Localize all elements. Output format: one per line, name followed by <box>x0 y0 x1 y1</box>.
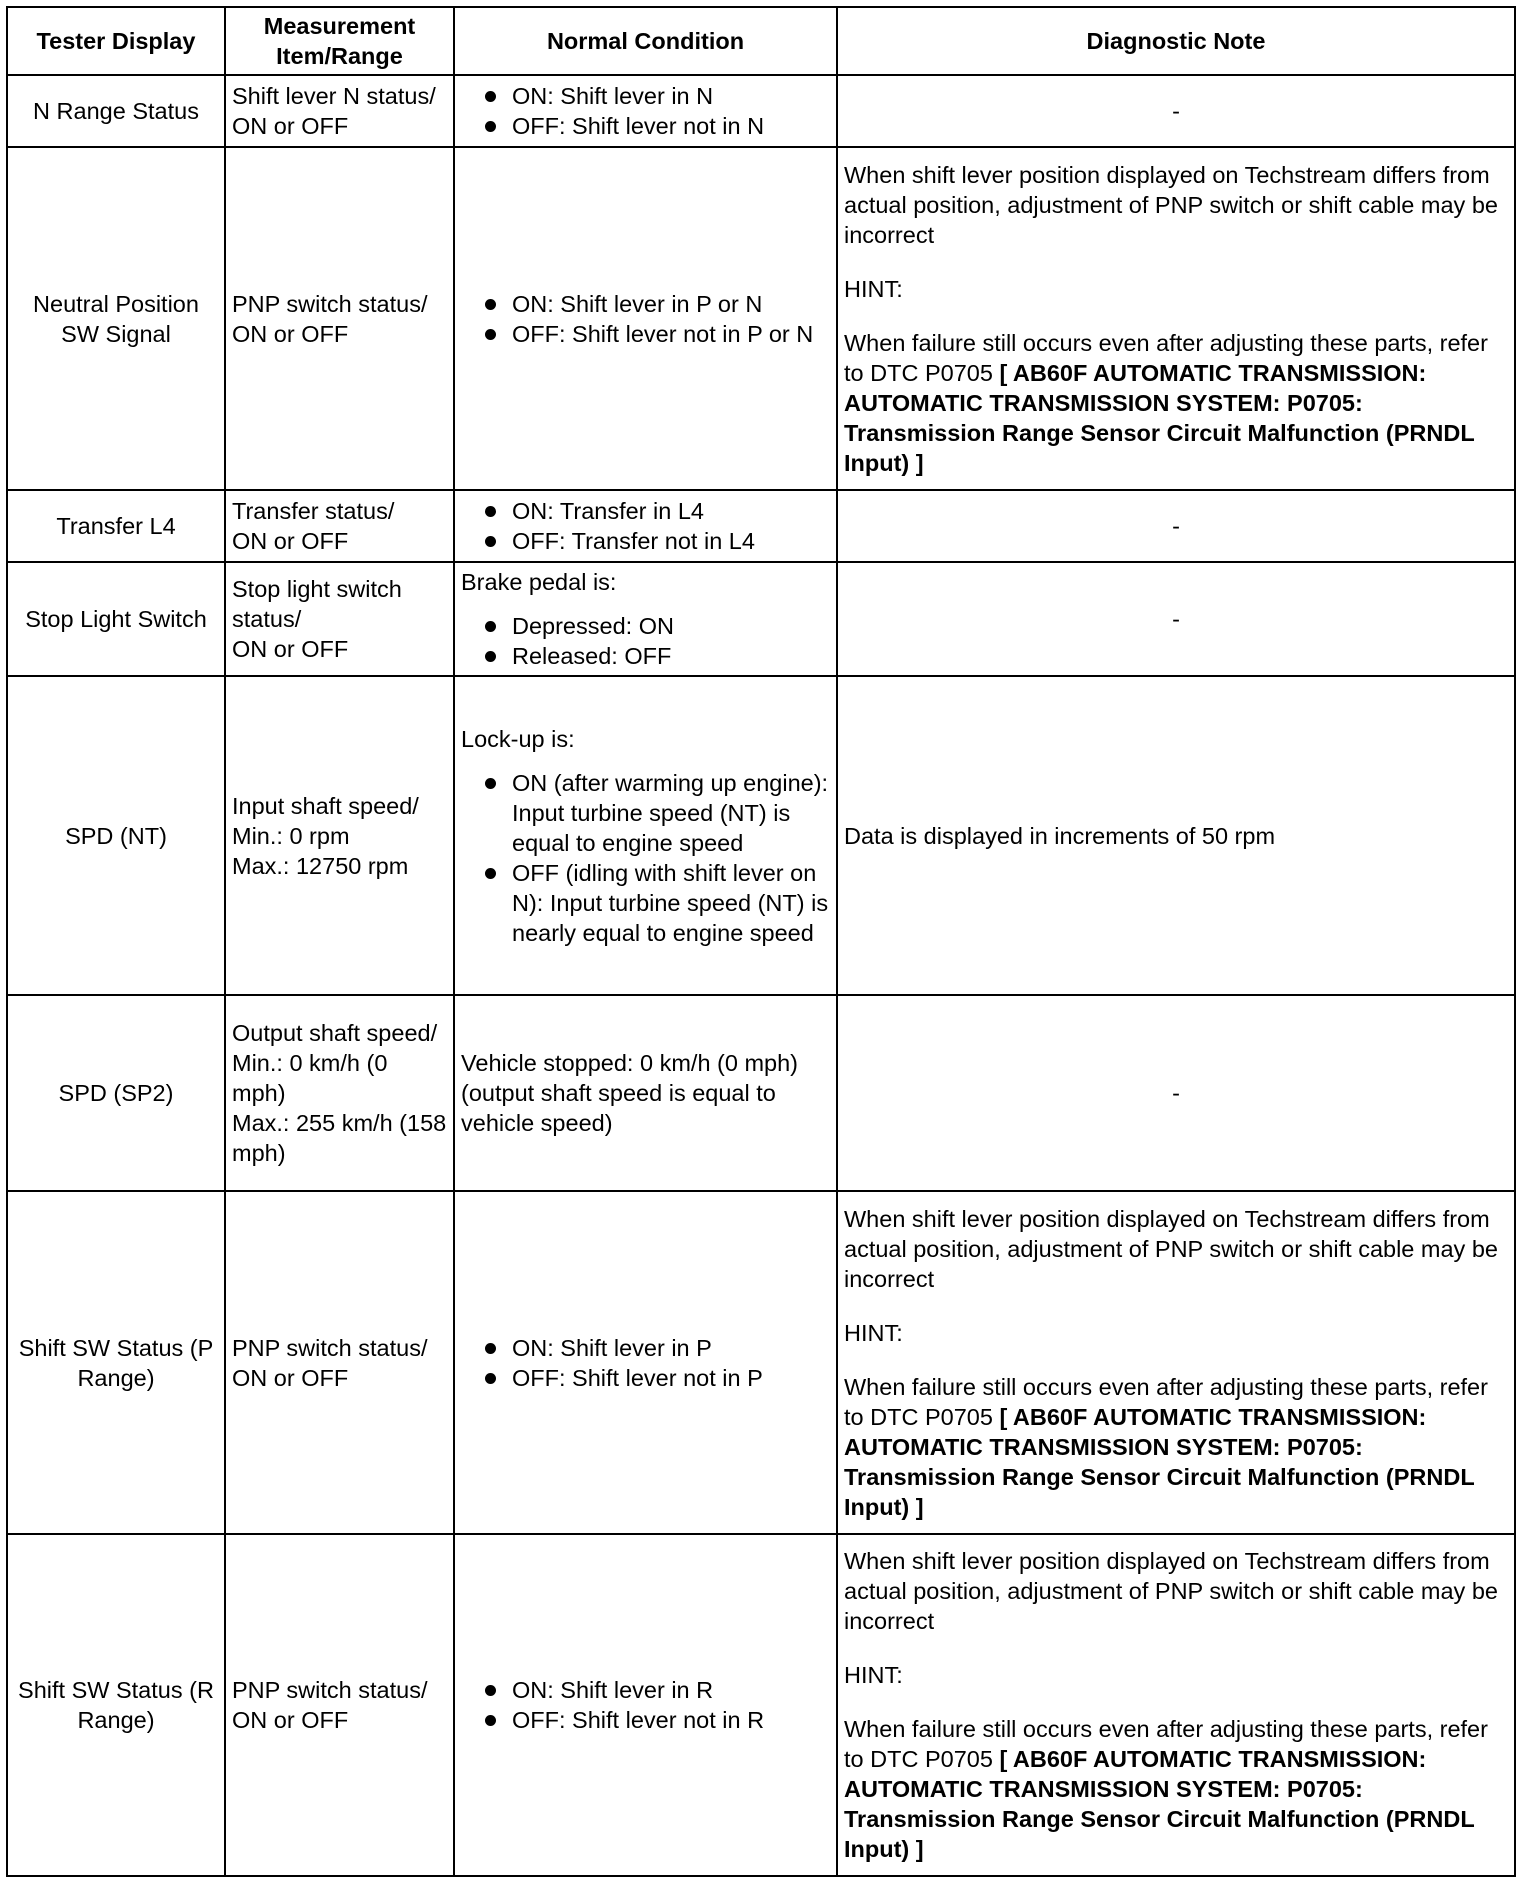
measurement-line: Min.: 0 rpm <box>232 822 350 849</box>
table-row <box>7 562 1515 676</box>
table-row <box>7 490 1515 562</box>
condition-bullet: OFF (idling with shift lever on N): Input turbine speed (NT) is nearly equal to engine speed <box>461 858 830 948</box>
tester-display-cell: Transfer L4 <box>7 490 225 562</box>
measurement-line: ON or OFF <box>232 320 349 347</box>
header-measurement-item: Measurement Item/Range <box>225 7 454 75</box>
normal-condition-cell <box>454 1534 837 1876</box>
normal-condition-cell <box>454 1191 837 1534</box>
measurement-line: Max.: 12750 rpm <box>232 852 409 879</box>
diagnostic-note-cell <box>837 1191 1515 1534</box>
measurement-line: Min.: 0 km/h (0 mph) <box>232 1050 388 1106</box>
condition-bullet: ON: Shift lever in N <box>461 81 830 111</box>
condition-bullet: ON: Shift lever in P <box>461 1333 830 1363</box>
measurement-line: PNP switch status/ <box>232 1677 428 1703</box>
note-paragraph <box>844 1372 1508 1522</box>
measurement-line: ON or OFF <box>232 1364 349 1391</box>
condition-bullet: OFF: Shift lever not in P or N <box>461 319 830 349</box>
normal-condition-cell <box>454 75 837 147</box>
condition-bullet: ON: Shift lever in P or N <box>461 289 830 319</box>
condition-bullet: OFF: Shift lever not in N <box>461 111 830 141</box>
table-row <box>7 995 1515 1191</box>
table-row <box>7 676 1515 995</box>
normal-condition-cell <box>454 147 837 490</box>
table-row <box>7 75 1515 147</box>
tester-display-cell: Shift SW Status (P Range) <box>7 1191 225 1534</box>
measurement-line: Output shaft speed/ <box>232 1020 438 1046</box>
header-normal-condition: Normal Condition <box>454 7 837 75</box>
data-list-table <box>6 6 1516 1877</box>
note-paragraph <box>844 328 1508 478</box>
measurement-line: Transfer status/ <box>232 498 395 524</box>
normal-condition-cell <box>454 562 837 676</box>
dtc-reference-link[interactable]: [ AB60F AUTOMATIC TRANSMISSION: AUTOMATIC TRANSMISSION SYSTEM: P0705: Transmission Range Sensor Circuit Malfunction (PRNDL Input) ] <box>844 1746 1475 1862</box>
measurement-line: Stop light switch status/ <box>232 576 402 632</box>
condition-bullet: ON (after warming up engine): Input turbine speed (NT) is equal to engine speed <box>461 768 830 858</box>
condition-bullet: OFF: Transfer not in L4 <box>461 526 830 556</box>
measurement-line: ON or OFF <box>232 1707 349 1733</box>
diagnostic-note-cell: - <box>837 75 1515 147</box>
measurement-line: PNP switch status/ <box>232 290 428 317</box>
table-header-row <box>7 7 1515 75</box>
tester-display-cell: Stop Light Switch <box>7 562 225 676</box>
note-paragraph: When shift lever position displayed on Techstream differs from actual position, adjustment of PNP switch or shift cable may be incorrect <box>844 1548 1498 1634</box>
tester-display-cell: N Range Status <box>7 75 225 147</box>
table-row <box>7 1534 1515 1876</box>
diagnostic-note-cell: - <box>837 490 1515 562</box>
measurement-line: Shift lever N status/ <box>232 83 436 109</box>
diagnostic-note-cell: - <box>837 562 1515 676</box>
condition-bullet: OFF: Shift lever not in R <box>461 1705 830 1735</box>
measurement-line: PNP switch status/ <box>232 1334 428 1361</box>
note-text: When failure still occurs even after adjusting these parts, refer to DTC P0705 <box>844 1716 1488 1772</box>
table-row <box>7 147 1515 490</box>
measurement-cell <box>225 995 454 1191</box>
measurement-cell <box>225 1534 454 1876</box>
tester-display-cell: Neutral Position SW Signal <box>7 147 225 490</box>
measurement-cell <box>225 676 454 995</box>
condition-bullet: ON: Shift lever in R <box>461 1675 830 1705</box>
measurement-line: ON or OFF <box>232 636 349 662</box>
measurement-line: ON or OFF <box>232 528 349 554</box>
header-tester-display: Tester Display <box>7 7 225 75</box>
diagnostic-note-cell <box>837 1534 1515 1876</box>
tester-display-cell: SPD (SP2) <box>7 995 225 1191</box>
note-paragraph: When shift lever position displayed on Techstream differs from actual position, adjustment of PNP switch or shift cable may be incorrect <box>844 1205 1498 1292</box>
condition-bullet: OFF: Shift lever not in P <box>461 1363 830 1393</box>
normal-condition-cell <box>454 490 837 562</box>
note-paragraph: When shift lever position displayed on Techstream differs from actual position, adjustment of PNP switch or shift cable may be incorrect <box>844 161 1498 248</box>
condition-bullet: Released: OFF <box>461 641 830 671</box>
measurement-line: Max.: 255 km/h (158 mph) <box>232 1110 447 1166</box>
note-hint: HINT: <box>844 1319 903 1346</box>
measurement-cell <box>225 147 454 490</box>
note-text: When failure still occurs even after adjusting these parts, refer to DTC P0705 <box>844 329 1488 386</box>
condition-bullet: Depressed: ON <box>461 611 830 641</box>
tester-display-cell: Shift SW Status (R Range) <box>7 1534 225 1876</box>
note-paragraph <box>844 1714 1508 1864</box>
diagnostic-note-cell: Data is displayed in increments of 50 rpm <box>837 676 1515 995</box>
dtc-reference-link[interactable]: [ AB60F AUTOMATIC TRANSMISSION: AUTOMATIC TRANSMISSION SYSTEM: P0705: Transmission Range Sensor Circuit Malfunction (PRNDL Input) ] <box>844 1403 1475 1520</box>
note-hint: HINT: <box>844 275 903 302</box>
table-row <box>7 1191 1515 1534</box>
tester-display-cell: SPD (NT) <box>7 676 225 995</box>
header-diagnostic-note: Diagnostic Note <box>837 7 1515 75</box>
note-text: When failure still occurs even after adjusting these parts, refer to DTC P0705 <box>844 1373 1488 1430</box>
measurement-line: Input shaft speed/ <box>232 792 419 819</box>
condition-bullet: ON: Transfer in L4 <box>461 496 830 526</box>
measurement-cell <box>225 562 454 676</box>
measurement-line: ON or OFF <box>232 113 349 139</box>
diagnostic-note-cell <box>837 147 1515 490</box>
note-hint: HINT: <box>844 1662 903 1688</box>
normal-condition-cell <box>454 676 837 995</box>
measurement-cell <box>225 490 454 562</box>
dtc-reference-link[interactable]: [ AB60F AUTOMATIC TRANSMISSION: AUTOMATIC TRANSMISSION SYSTEM: P0705: Transmission Range Sensor Circuit Malfunction (PRNDL Input) ] <box>844 359 1475 476</box>
measurement-cell <box>225 75 454 147</box>
diagnostic-note-cell: - <box>837 995 1515 1191</box>
condition-lead: Brake pedal is: <box>461 569 617 595</box>
normal-condition-cell: Vehicle stopped: 0 km/h (0 mph) (output shaft speed is equal to vehicle speed) <box>454 995 837 1191</box>
condition-lead: Lock-up is: <box>461 725 575 752</box>
measurement-cell <box>225 1191 454 1534</box>
